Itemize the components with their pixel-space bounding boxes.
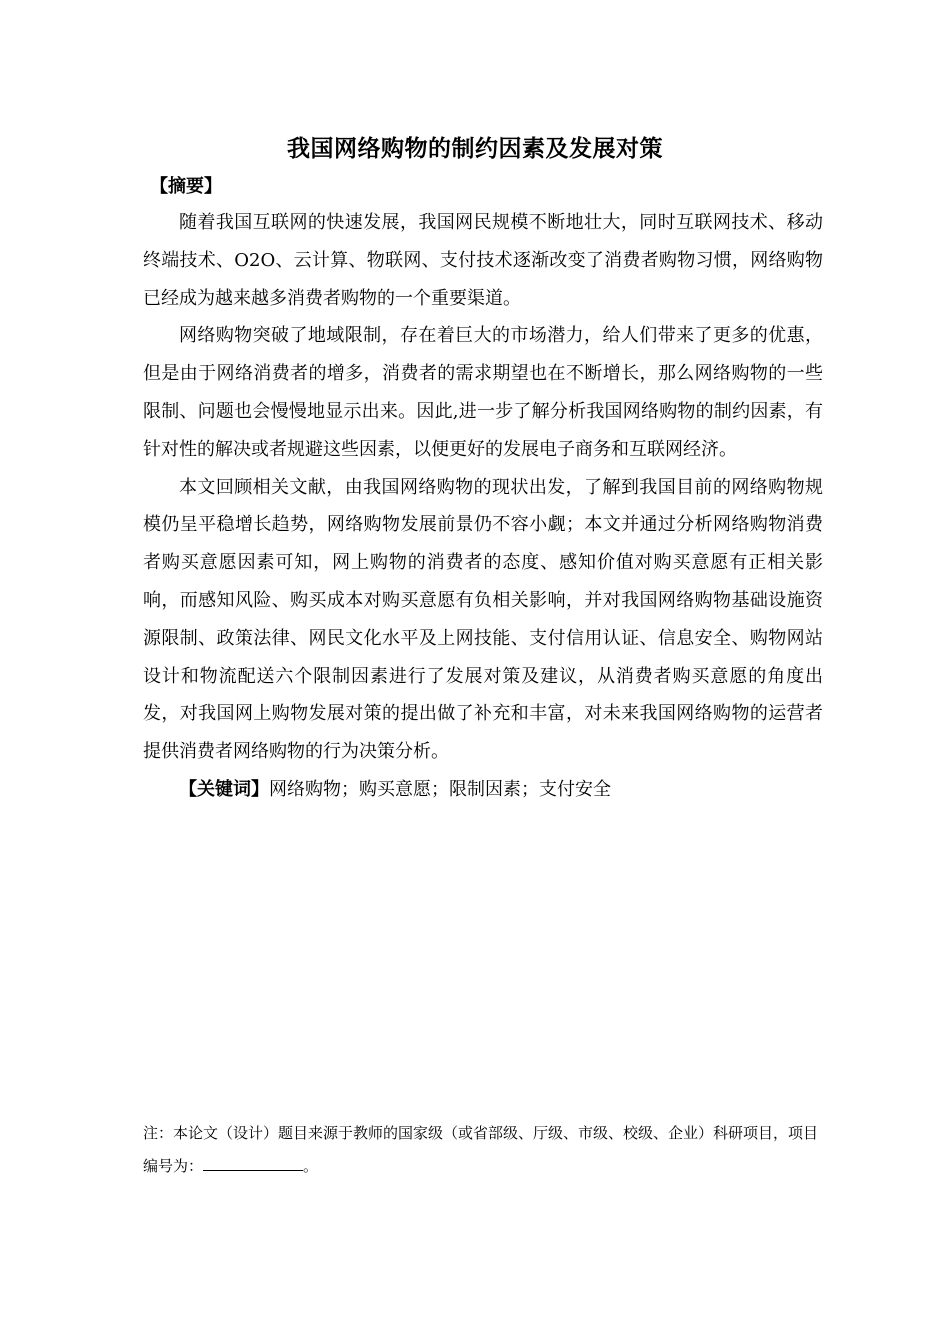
- project-number-blank: [203, 1154, 303, 1171]
- document-title: 我国网络购物的制约因素及发展对策: [287, 136, 663, 162]
- abstract-paragraph: 随着我国互联网的快速发展，我国网民规模不断地壮大，同时互联网技术、移动终端技术、O2O、云计算、物联网、支付技术逐渐改变了消费者购物习惯，网络购物已经成为越来越多消费者购物的一个重要渠道。: [143, 212, 823, 309]
- keywords-text: 网络购物；购买意愿；限制因素；支付安全: [269, 778, 611, 800]
- abstract-paragraph: 网络购物突破了地域限制，存在着巨大的市场潜力，给人们带来了更多的优惠，但是由于网络消费者的增多，消费者的需求期望也在不断增长，那么网络购物的一些限制、问题也会慢慢地显示出来。因此,进一步了解分析我国网络购物的制约因素，有针对性的解决或者规避这些因素，以便更好的发展电子商务和互联网经济。: [143, 325, 823, 460]
- keywords-line: [143, 771, 823, 809]
- abstract-paragraph: 本文回顾相关文献，由我国网络购物的现状出发，了解到我国目前的网络购物规模仍呈平稳增长趋势，网络购物发展前景仍不容小觑；本文并通过分析网络购物消费者购买意愿因素可知，网上购物的消费者的态度、感知价值对购买意愿有正相关影响，而感知风险、购买成本对购买意愿有负相关影响，并对我国网络购物基础设施资源限制、政策法律、网民文化水平及上网技能、支付信用认证、信息安全、购物网站设计和物流配送六个限制因素进行了发展对策及建议，从消费者购买意愿的角度出发，对我国网上购物发展对策的提出做了补充和丰富，对未来我国网络购物的运营者提供消费者网络购物的行为决策分析。: [143, 476, 823, 763]
- footnote-text: 注：本论文（设计）题目来源于教师的国家级（或省部级、厅级、市级、校级、企业）科研项目，项目编号为：: [143, 1124, 819, 1175]
- keywords-label: 【关键词】: [179, 778, 269, 800]
- abstract-heading: 【摘要】: [150, 176, 222, 197]
- footnote-end: 。: [303, 1157, 319, 1175]
- footnote: [143, 1117, 823, 1183]
- abstract-body: [143, 204, 823, 809]
